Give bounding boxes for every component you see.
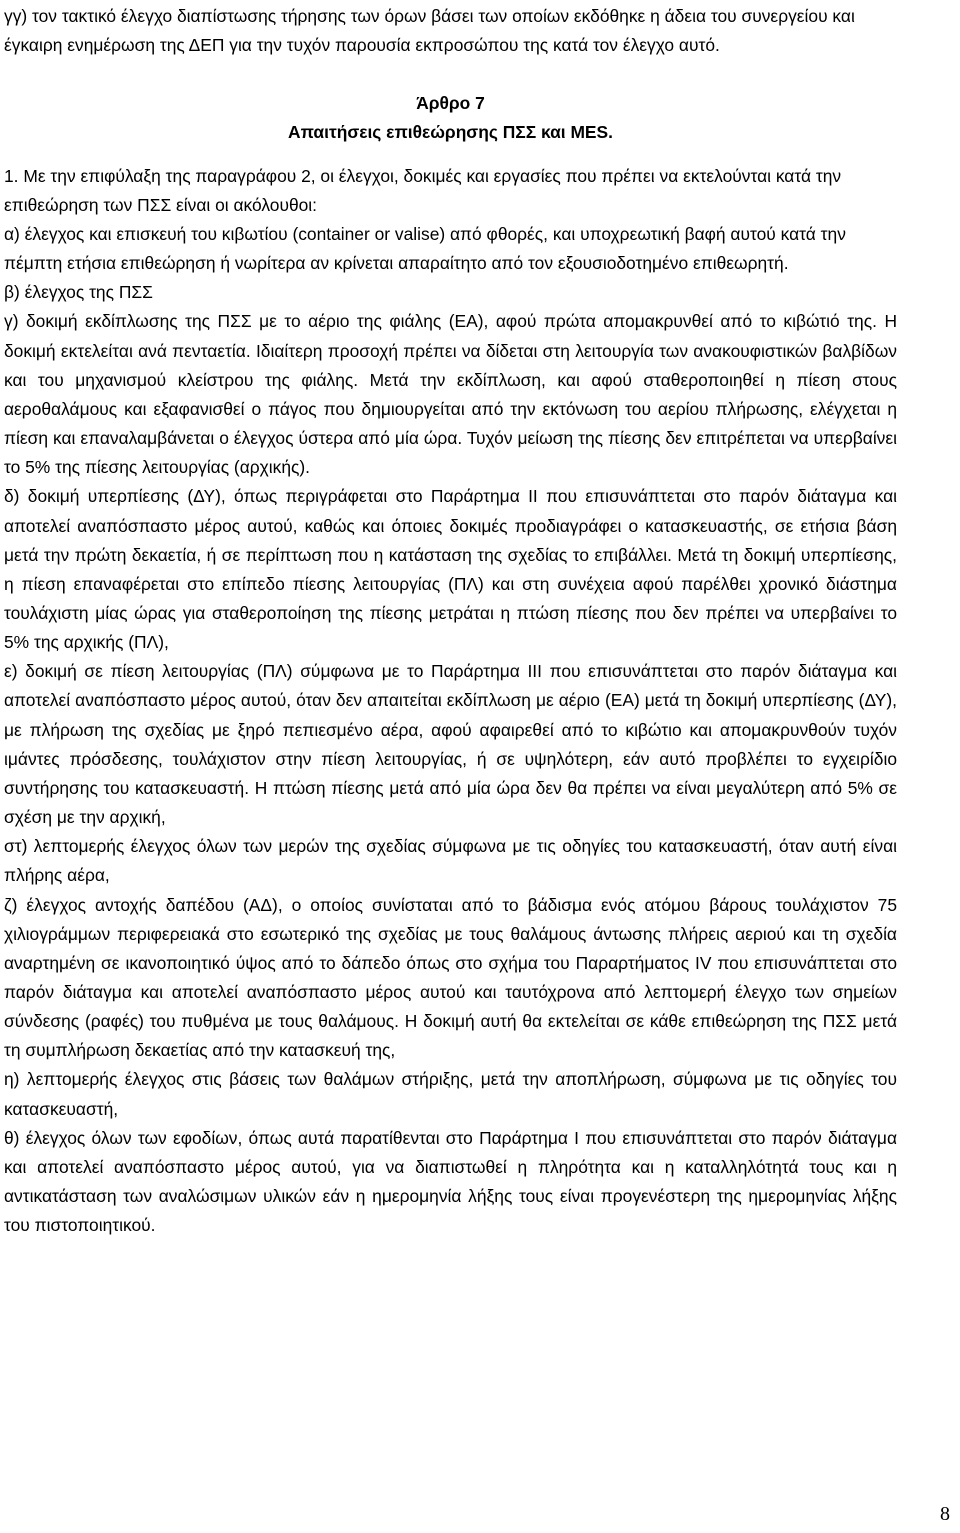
item-1-paragraph: 1. Με την επιφύλαξη της παραγράφου 2, οι έλεγχοι, δοκιμές και εργασίες που πρέπει να εκτελούνται κατά την επιθεώρηση των ΠΣΣ είναι οι ακόλουθοι: [4,165,842,215]
item-a-paragraph: α) έλεγχος και επισκευή του κιβωτίου (container or valise) από φθορές, και υποχρεωτική βαφή αυτού κατά την πέμπτη ετήσια επιθεώρηση ή νωρίτερα αν κρίνεται απαραίτητο από τον εξουσιοδοτημένο επιθεωρητή. [4,223,846,274]
item-h-paragraph: η) λεπτομερής έλεγχος στις βάσεις των θαλάμων στήριξης, μετά την αποπλήρωση, σύμφωνα με τις οδηγίες του κατασκευαστή, [4,1069,897,1119]
intro-paragraph: γγ) τον τακτικό έλεγχο διαπίστωσης τήρησης των όρων βάσει των οποίων εκδόθηκε η άδεια του συνεργείου και έγκαιρη ενημέρωση της ΔΕΠ για την τυχόν παρουσία εκπροσώπου της κατά τον έλεγχο αυτό. [4,6,855,56]
item-b-paragraph: β) έλεγχος της ΠΣΣ [4,282,153,303]
item-st-paragraph: στ) λεπτομερής έλεγχος όλων των μερών της σχεδίας σύμφωνα με τις οδηγίες του κατασκευαστή, όταν αυτή είναι πλήρης αέρα, [4,836,897,886]
spacer [4,60,897,89]
article-number: Άρθρο 7 [416,93,485,114]
article-heading [4,89,897,147]
item-z-paragraph: ζ) έλεγχος αντοχής δαπέδου (ΑΔ), ο οποίος συνίσταται από το βάδισμα ενός ατόμου βάρους τουλάχιστον 75 χιλιογράμμων περιφερειακά στο εσωτερικό της σχεδίας με τους θαλάμους άντωσης πλήρεις αεριού και τη σχεδία αναρτημένη σε ικανοποιητικό ύψος από το δάπεδο όπως στο σχήμα του Παραρτήματος ΙV που επισυνάπτεται στο παρόν διάταγμα και αποτελεί αναπόσπαστο μέρος αυτού και ταυτόχρονα από λεπτομερή έλεγχο των σημείων σύνδεσης (ραφές) του πυθμένα με τους θαλάμους. Η δοκιμή αυτή θα εκτελείται σε κάθε επιθεώρηση της ΠΣΣ μετά τη συμπλήρωση δεκαετίας από την κατασκευή της, [4,894,897,1061]
document-body [4,2,897,1240]
item-e-paragraph: ε) δοκιμή σε πίεση λειτουργίας (ΠΛ) σύμφωνα με το Παράρτημα ΙΙΙ που επισυνάπτεται στο παρόν διάταγμα και αποτελεί αναπόσπαστο μέρος αυτού, όταν δεν απαιτείται εκδίπλωση με αέριο (ΕΑ) μετά τη δοκιμή υπερπίεσης (ΔΥ), με πλήρωση της σχεδίας με ξηρό πεπιεσμένο αέρα, αφού αφαιρεθεί από το κιβώτιο και απομακρυνθούν τυχόν ιμάντες πρόσδεσης, τουλάχιστον στην πίεση λειτουργίας, ή σε υψηλότερη, εάν αυτό προβλέπει το εγχειρίδιο συντήρησης του κατασκευαστή. Η πτώση πίεσης μετά από μία ώρα δεν θα πρέπει να είναι μεγαλύτερη από 5% σε σχέση με την αρχική, [4,661,897,828]
item-th-paragraph: θ) έλεγχος όλων των εφοδίων, όπως αυτά παρατίθενται στο Παράρτημα Ι που επισυνάπτεται στο παρόν διάταγμα και αποτελεί αναπόσπαστο μέρος αυτού, για να διαπιστωθεί η πληρότητα και η καταλληλότητά τους και η αντικατάσταση των αναλώσιμων υλικών εάν η ημερομηνία λήξης τους είναι προγενέστερη της ημερομηνίας λήξης του πιστοποιητικού. [4,1127,897,1236]
page-number: 8 [940,1503,950,1525]
item-d-paragraph: δ) δοκιμή υπερπίεσης (ΔΥ), όπως περιγράφεται στο Παράρτημα ΙΙ που επισυνάπτεται στο παρόν διάταγμα και αποτελεί αναπόσπαστο μέρος αυτού, καθώς και όποιες δοκιμές προδιαγράφει ο κατασκευαστής, σε ετήσια βάση μετά την πρώτη δεκαετία, ή σε περίπτωση που η κατάσταση της σχεδίας το επιβάλλει. Μετά τη δοκιμή υπερπίεσης, η πίεση επαναφέρεται στο επίπεδο πίεσης λειτουργίας (ΠΛ) και στη συνέχεια αφού παρέλθει χρονικό διάστημα τουλάχιστη μίας ώρας για σταθεροποίηση της πίεσης μετράται η πτώση πίεσης που δεν πρέπει να υπερβαίνει το 5% της αρχικής (ΠΛ), [4,486,897,653]
item-c-paragraph: γ) δοκιμή εκδίπλωσης της ΠΣΣ με το αέριο της φιάλης (ΕΑ), αφού πρώτα απομακρυνθεί από το κιβώτιό της. Η δοκιμή εκτελείται ανά πενταετία. Ιδιαίτερη προσοχή πρέπει να δίδεται στη λειτουργία των ανακουφιστικών βαλβίδων και του μηχανισμού κλείστρου της φιάλης. Μετά την εκδίπλωση, και αφού σταθεροποιηθεί η πίεση στους αεροθαλάμους και εξαφανισθεί ο πάγος που δημιουργείται από την εκτόνωση του αερίου πλήρωσης, ελέγχεται η πίεση και επαναλαμβάνεται ο έλεγχος ύστερα από μία ώρα. Τυχόν μείωση της πίεσης δεν επιτρέπεται να υπερβαίνει το 5% της πίεσης λειτουργίας (αρχικής). [4,311,897,478]
article-title: Απαιτήσεις επιθεώρησης ΠΣΣ και MES. [288,122,613,143]
